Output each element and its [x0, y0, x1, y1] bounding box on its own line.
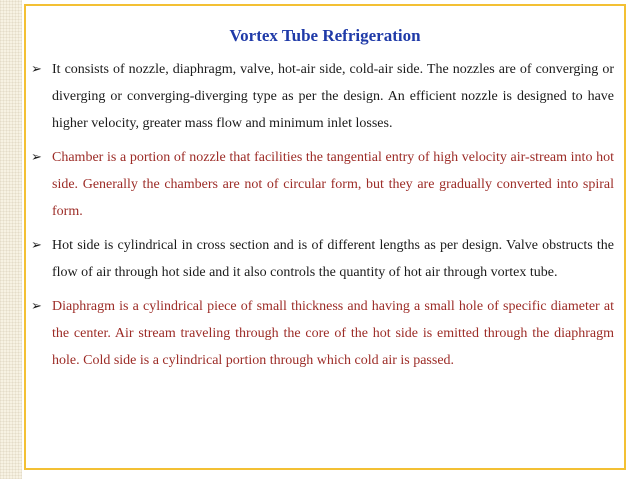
decorative-side-strip [0, 0, 22, 479]
bullet-item [28, 144, 614, 225]
bullet-list [28, 56, 614, 381]
arrow-right-bullet-icon: ➢ [31, 238, 42, 253]
bullet-text: Hot side is cylindrical in cross section and is of different lengths as per design. Valve obstructs the flow of air through hot side and it also controls the quantity of hot air through vortex tube. [52, 238, 614, 280]
arrow-right-bullet-icon: ➢ [31, 150, 42, 165]
bullet-text: Diaphragm is a cylindrical piece of small thickness and having a small hole of specific diameter at the center. Air stream traveling through the core of the hot side is emitted through the diaphragm hole. Cold side is a cylindrical portion through which cold air is passed. [52, 299, 614, 368]
slide-title: Vortex Tube Refrigeration [229, 26, 421, 45]
bullet-text: Chamber is a portion of nozzle that facilities the tangential entry of high velocity air-stream into hot side. Generally the chambers are not of circular form, but they are gradually converted into spiral form. [52, 150, 614, 219]
arrow-right-bullet-icon: ➢ [31, 62, 42, 77]
bullet-text: It consists of nozzle, diaphragm, valve, hot-air side, cold-air side. The nozzles are of converging or diverging or converging-diverging type as per the design. An efficient nozzle is designed to have higher velocity, greater mass flow and minimum inlet losses. [52, 62, 614, 131]
bullet-item [28, 293, 614, 374]
arrow-right-bullet-icon: ➢ [31, 299, 42, 314]
bullet-item [28, 56, 614, 137]
bullet-item [28, 232, 614, 286]
